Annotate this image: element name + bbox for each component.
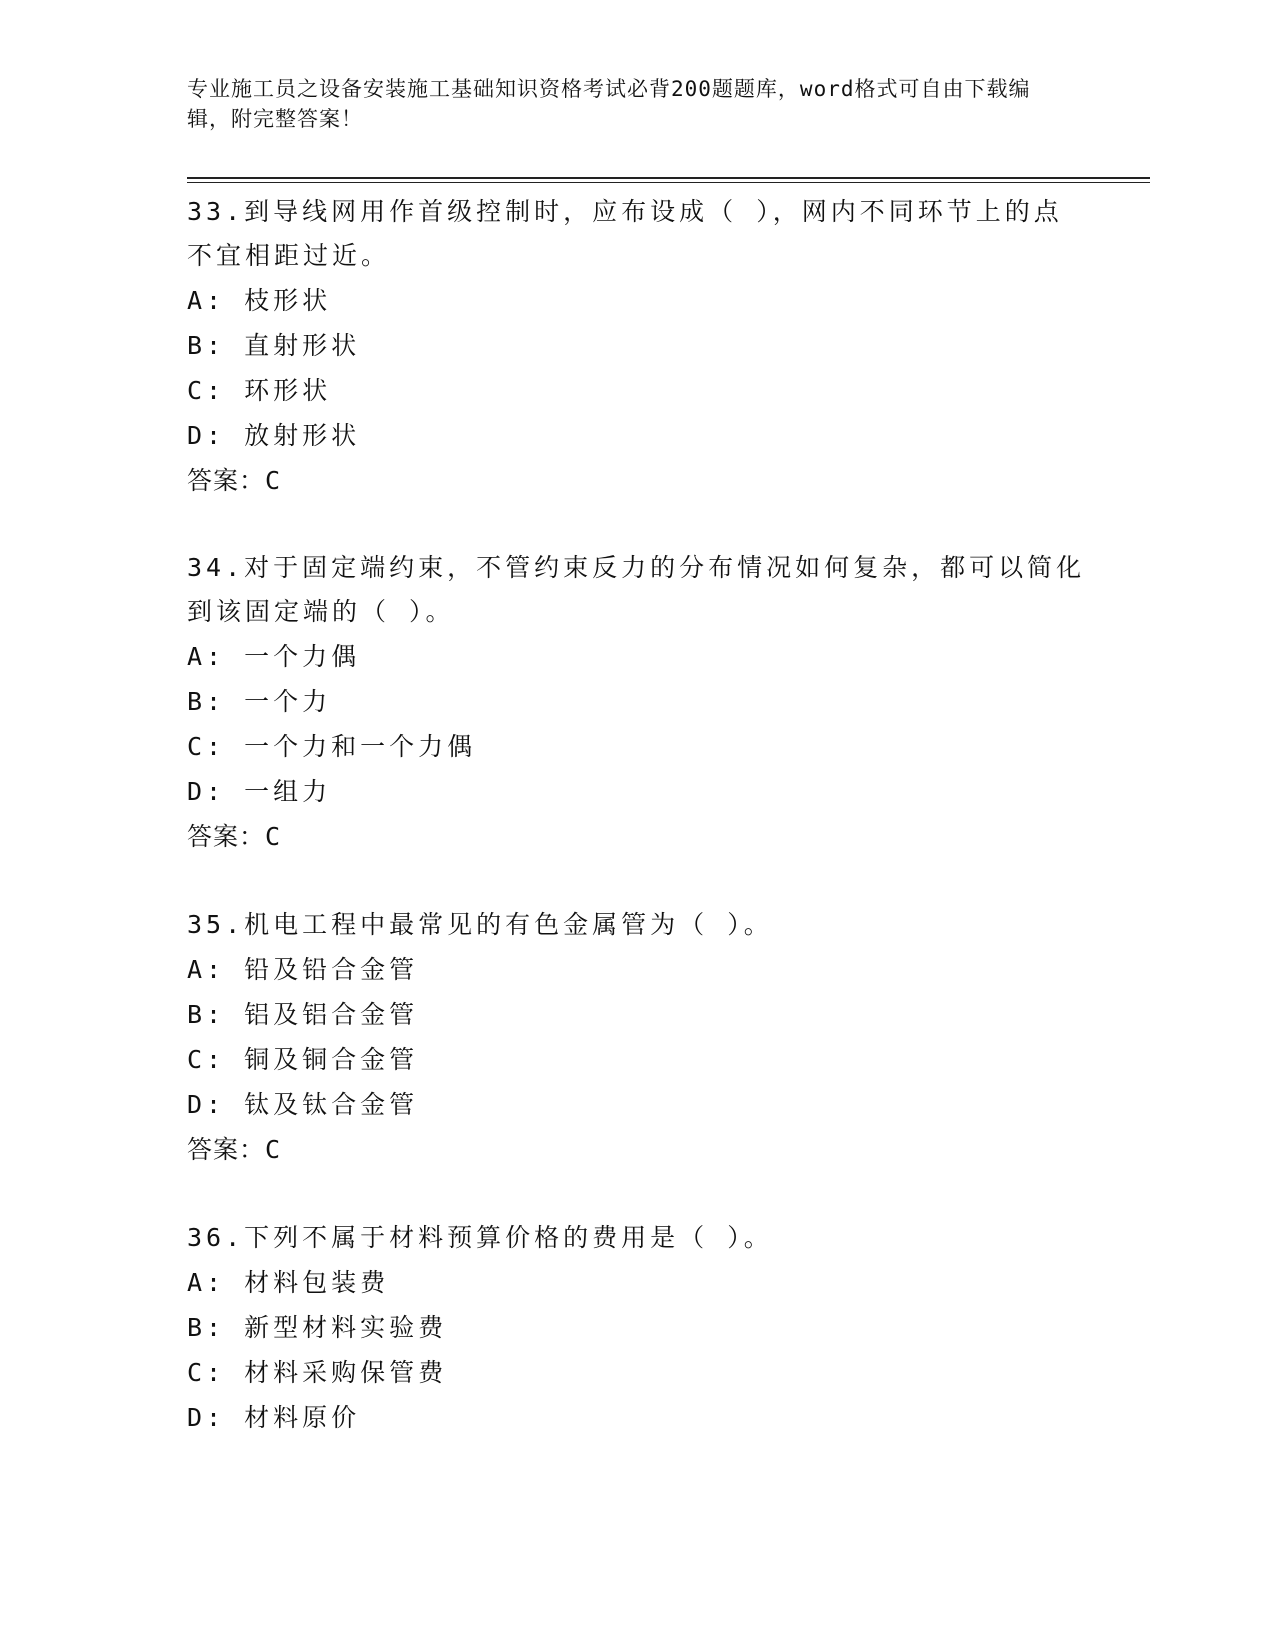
option-a: A: 枝形状: [187, 286, 332, 315]
option-c: C: 一个力和一个力偶: [187, 732, 477, 761]
option-d: D: 材料原价: [187, 1403, 361, 1432]
option-b: B: 直射形状: [187, 331, 361, 360]
option-c: C: 材料采购保管费: [187, 1358, 448, 1387]
option-c: C: 铜及铜合金管: [187, 1045, 419, 1074]
question-stem: 33.到导线网用作首级控制时，应布设成（ ），网内不同环节上的点不宜相距过近。: [187, 197, 1063, 270]
question-stem: 34.对于固定端约束，不管约束反力的分布情况如何复杂，都可以简化到该固定端的（ ）。: [187, 553, 1086, 626]
question-36: [187, 1216, 1087, 1440]
header-divider-thin: [187, 182, 1150, 183]
answer-text: 答案：C: [187, 1135, 282, 1164]
document-header: 专业施工员之设备安装施工基础知识资格考试必背200题题库，word格式可自由下载编辑，附完整答案！: [187, 77, 1031, 131]
question-stem: 35.机电工程中最常见的有色金属管为（ ）。: [187, 910, 773, 939]
option-d: D: 一组力: [187, 777, 332, 806]
answer-text: 答案：C: [187, 466, 282, 495]
question-33: [187, 190, 1087, 503]
option-b: B: 一个力: [187, 687, 332, 716]
answer-text: 答案：C: [187, 822, 282, 851]
header-divider-thick: [187, 177, 1150, 179]
question-35: [187, 903, 1087, 1172]
option-d: D: 钛及钛合金管: [187, 1090, 419, 1119]
option-a: A: 一个力偶: [187, 642, 361, 671]
question-stem: 36.下列不属于材料预算价格的费用是（ ）。: [187, 1223, 773, 1252]
option-c: C: 环形状: [187, 376, 332, 405]
option-d: D: 放射形状: [187, 421, 361, 450]
option-b: B: 新型材料实验费: [187, 1313, 448, 1342]
question-34: [187, 546, 1087, 859]
option-a: A: 铅及铅合金管: [187, 955, 419, 984]
option-b: B: 铝及铝合金管: [187, 1000, 419, 1029]
option-a: A: 材料包装费: [187, 1268, 390, 1297]
